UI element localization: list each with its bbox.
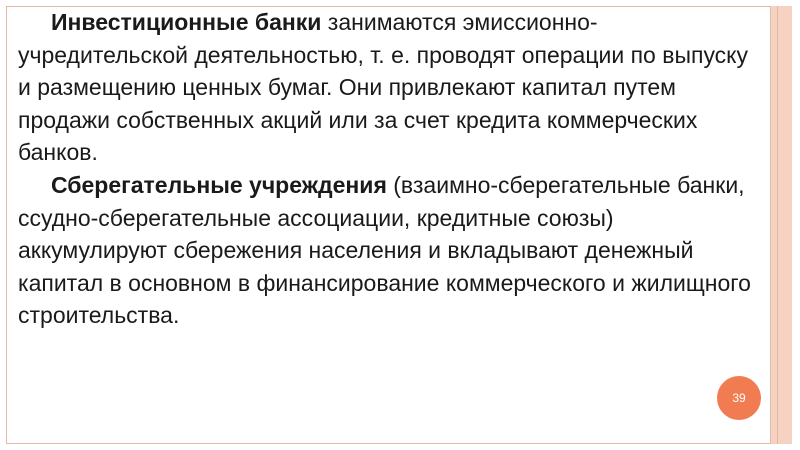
slide-content bbox=[18, 6, 758, 332]
term-investment-banks: Инвестиционные банки bbox=[51, 9, 322, 35]
paragraph-text: (взаимно-сберегательные банки, ссудно-сберегательные ассоциации, кредитные союзы) аккумулируют сбережения населения и вкладывают денежный капитал в основном в финансирование коммерческого и жилищного строительства. bbox=[18, 171, 751, 329]
paragraph-investment-banks bbox=[18, 6, 758, 169]
page-number-badge: 39 bbox=[717, 376, 761, 420]
paragraph-text: занимаются эмиссионно-учредительской деятельностью, т. е. проводят операции по выпуску и размещению ценных бумаг. Они привлекают капитал путем продажи собственных акций или за счет кредита коммерческих банков. bbox=[18, 9, 749, 166]
decorative-side-strip bbox=[770, 6, 792, 444]
term-savings-institutions: Сберегательные учреждения bbox=[51, 171, 387, 198]
paragraph-savings-institutions bbox=[18, 169, 758, 332]
